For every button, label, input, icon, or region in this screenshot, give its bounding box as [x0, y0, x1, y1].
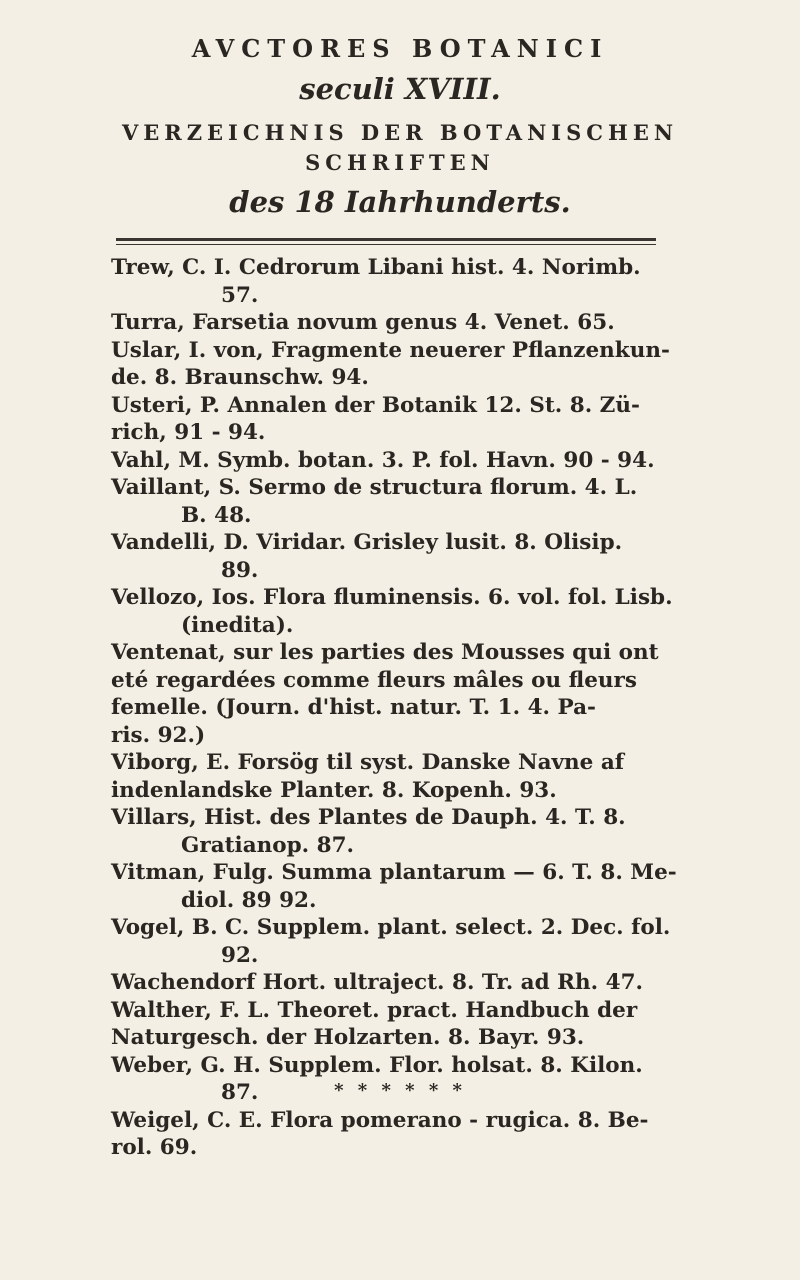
entry-continuation-line: rich, 91 - 94.	[111, 420, 266, 445]
title-german-line2: SCHRIFTEN	[305, 150, 495, 175]
bibliography-entry	[111, 749, 686, 804]
entry-first-line: Vandelli, D. Viridar. Grisley lusit. 8. Olisip.	[111, 530, 623, 555]
entry-continuation-line: (inedita).	[181, 612, 294, 638]
entry-continuation-line: Gratianop. 87.	[181, 832, 355, 858]
entry-first-line: Villars, Hist. des Plantes de Dauph. 4. T. 8.	[111, 805, 626, 830]
header-rule-thick	[116, 238, 656, 241]
entry-continuation-line: ris. 92.)	[111, 722, 206, 748]
bibliography-entry	[111, 804, 686, 859]
entry-continuation-line: eté regardées comme fleurs mâles ou fleurs	[111, 667, 637, 693]
entry-first-line: Weber, G. H. Supplem. Flor. holsat. 8. Kilon.	[111, 1052, 643, 1078]
entry-first-line: Wachendorf Hort. ultraject. 8. Tr. ad Rh. 47.	[111, 970, 644, 995]
subtitle-century: seculi XVIII.	[299, 72, 501, 106]
entry-continuation-line: diol. 89 92.	[181, 887, 317, 913]
entry-continuation-line: indenlandske Planter. 8. Kopenh. 93.	[111, 777, 557, 803]
bibliography-entry	[111, 639, 686, 749]
running-title: AVCTORES BOTANICI	[191, 34, 609, 63]
bibliography-entry	[111, 392, 686, 447]
entry-first-line: Turra, Farsetia novum genus 4. Venet. 65.	[111, 310, 615, 335]
title-german-century: des 18 Iahrhunderts.	[229, 185, 571, 219]
title-german-line1: VERZEICHNIS DER BOTANISCHEN	[121, 120, 679, 145]
entry-continuation-line: de. 8. Braunschw. 94.	[111, 365, 369, 390]
entry-continuation-line: 87.	[221, 1080, 259, 1105]
header-rule-thin	[116, 244, 656, 245]
entry-first-line: Usteri, P. Annalen der Botanik 12. St. 8. Zü-	[111, 392, 640, 418]
entry-first-line: Vitman, Fulg. Summa plantarum — 6. T. 8. Me-	[111, 860, 677, 885]
entry-first-line: Weigel, C. E. Flora pomerano - rugica. 8. Be-	[111, 1107, 649, 1133]
bibliography-entry	[111, 337, 686, 392]
entry-first-line: Vahl, M. Symb. botan. 3. P. fol. Havn. 90 - 94.	[111, 447, 655, 473]
entry-continuation-line: Naturgesch. der Holzarten. 8. Bayr. 93.	[111, 1025, 585, 1050]
bibliography-entry	[111, 969, 686, 997]
bibliography-list	[111, 254, 686, 1162]
bibliography-entry	[111, 447, 686, 475]
bibliography-entry	[111, 474, 686, 529]
bibliography-entry	[111, 1107, 686, 1162]
entry-continuation-line: 57.	[221, 282, 259, 308]
entry-first-line: Ventenat, sur les parties des Mousses qui ont	[111, 640, 659, 665]
entry-first-line: Trew, C. I. Cedrorum Libani hist. 4. Norimb.	[111, 255, 641, 280]
entry-first-line: Vellozo, Ios. Flora fluminensis. 6. vol. fol. Lisb.	[111, 585, 673, 610]
entry-first-line: Viborg, E. Forsög til syst. Danske Navne af	[111, 750, 625, 775]
entry-first-line: Uslar, I. von, Fragmente neuerer Pflanzenkun-	[111, 337, 670, 363]
end-ornament: * * * * * *	[334, 1080, 466, 1101]
bibliography-entry	[111, 529, 686, 584]
bibliography-entry	[111, 914, 686, 969]
bibliography-entry	[111, 997, 686, 1052]
entry-first-line: Walther, F. L. Theoret. pract. Handbuch der	[111, 997, 638, 1023]
bibliography-entry	[111, 859, 686, 914]
entry-continuation-line: B. 48.	[181, 502, 252, 528]
bibliography-entry	[111, 309, 686, 337]
bibliography-entry	[111, 584, 686, 639]
entry-continuation-line: 92.	[221, 942, 259, 968]
entry-continuation-line: rol. 69.	[111, 1135, 198, 1160]
entry-continuation-line: 89.	[221, 557, 259, 583]
entry-first-line: Vaillant, S. Sermo de structura florum. 4. L.	[111, 475, 638, 500]
entry-continuation-line: femelle. (Journ. d'hist. natur. T. 1. 4. Pa-	[111, 695, 596, 720]
bibliography-entry	[111, 254, 686, 309]
entry-first-line: Vogel, B. C. Supplem. plant. select. 2. Dec. fol.	[111, 915, 671, 940]
